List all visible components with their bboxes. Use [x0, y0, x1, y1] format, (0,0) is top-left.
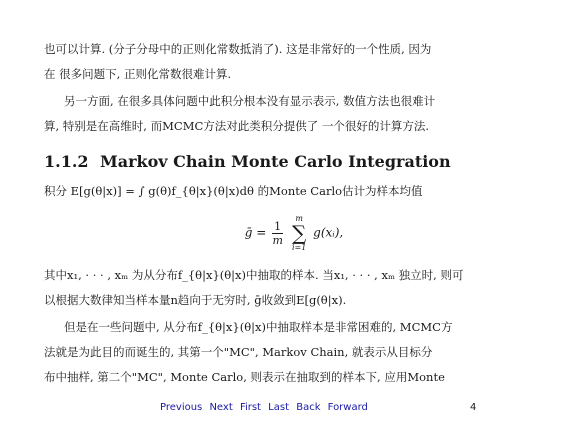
paragraph-line: 算, 特别是在高维时, 而MCMC方法对此类积分提供了 一个很好的计算方法.: [44, 119, 430, 133]
paragraph-line: 以根据大数律知当样本量n趋向于无穷时, ḡ收敛到E[g(θ|x).: [44, 293, 347, 307]
sum-symbol: ∑: [292, 221, 307, 245]
nav-previous-link[interactable]: Previous: [160, 402, 203, 413]
nav-last-link[interactable]: Last: [268, 402, 290, 413]
nav-first-link[interactable]: First: [239, 402, 261, 413]
paragraph-line: 其中x₁, · · · , xₘ 为从分布f_{θ|x}(θ|x)中抽取的样本. 当x₁, · · · , xₘ 独立时, 则可: [44, 268, 464, 282]
formula-fraction: [272, 220, 283, 247]
sum-upper-limit: m: [295, 214, 303, 223]
nav-forward-link[interactable]: Forward: [327, 402, 368, 413]
section-heading: [44, 152, 451, 171]
paragraph-line: 布中抽样, 第二个"MC", Monte Carlo, 则表示在抽取到的样本下, 应用Monte: [44, 370, 445, 384]
paragraph-line: 在 很多问题下, 正则化常数很难计算.: [44, 67, 232, 81]
nav-next-link[interactable]: Next: [209, 402, 233, 413]
paragraph-line: 积分 E[g(θ|x)] = ∫ g(θ)f_{θ|x}(θ|x)dθ 的Monte Carlo估计为样本均值: [44, 184, 423, 198]
nav-back-link[interactable]: Back: [296, 402, 321, 413]
paragraph-line: 但是在一些问题中, 从分布f_{θ|x}(θ|x)中抽取样本是非常困难的, MCMC方: [64, 320, 453, 334]
page-number: 4: [470, 402, 477, 413]
fraction-denominator: m: [272, 233, 283, 247]
summation: [292, 214, 306, 252]
formula-rhs: g(xᵢ),: [313, 225, 344, 240]
section-title: Markov Chain Monte Carlo Integration: [100, 152, 451, 171]
fraction-numerator: 1: [274, 219, 282, 233]
nav-links: [160, 402, 372, 413]
sum-lower-limit: i=1: [291, 243, 307, 252]
sample-mean-formula: [44, 214, 544, 252]
paragraph-line: 法就是为此目的而诞生的, 其第一个"MC", Markov Chain, 就表示从目标分: [44, 345, 433, 359]
paragraph-line: 另一方面, 在很多具体问题中此积分根本没有显示表示, 数值方法也很难计: [64, 94, 436, 108]
formula-lhs: ḡ =: [244, 225, 267, 240]
section-number: 1.1.2: [44, 152, 89, 171]
paragraph-line: 也可以计算. (分子分母中的正则化常数抵消了). 这是非常好的一个性质, 因为: [44, 42, 432, 56]
